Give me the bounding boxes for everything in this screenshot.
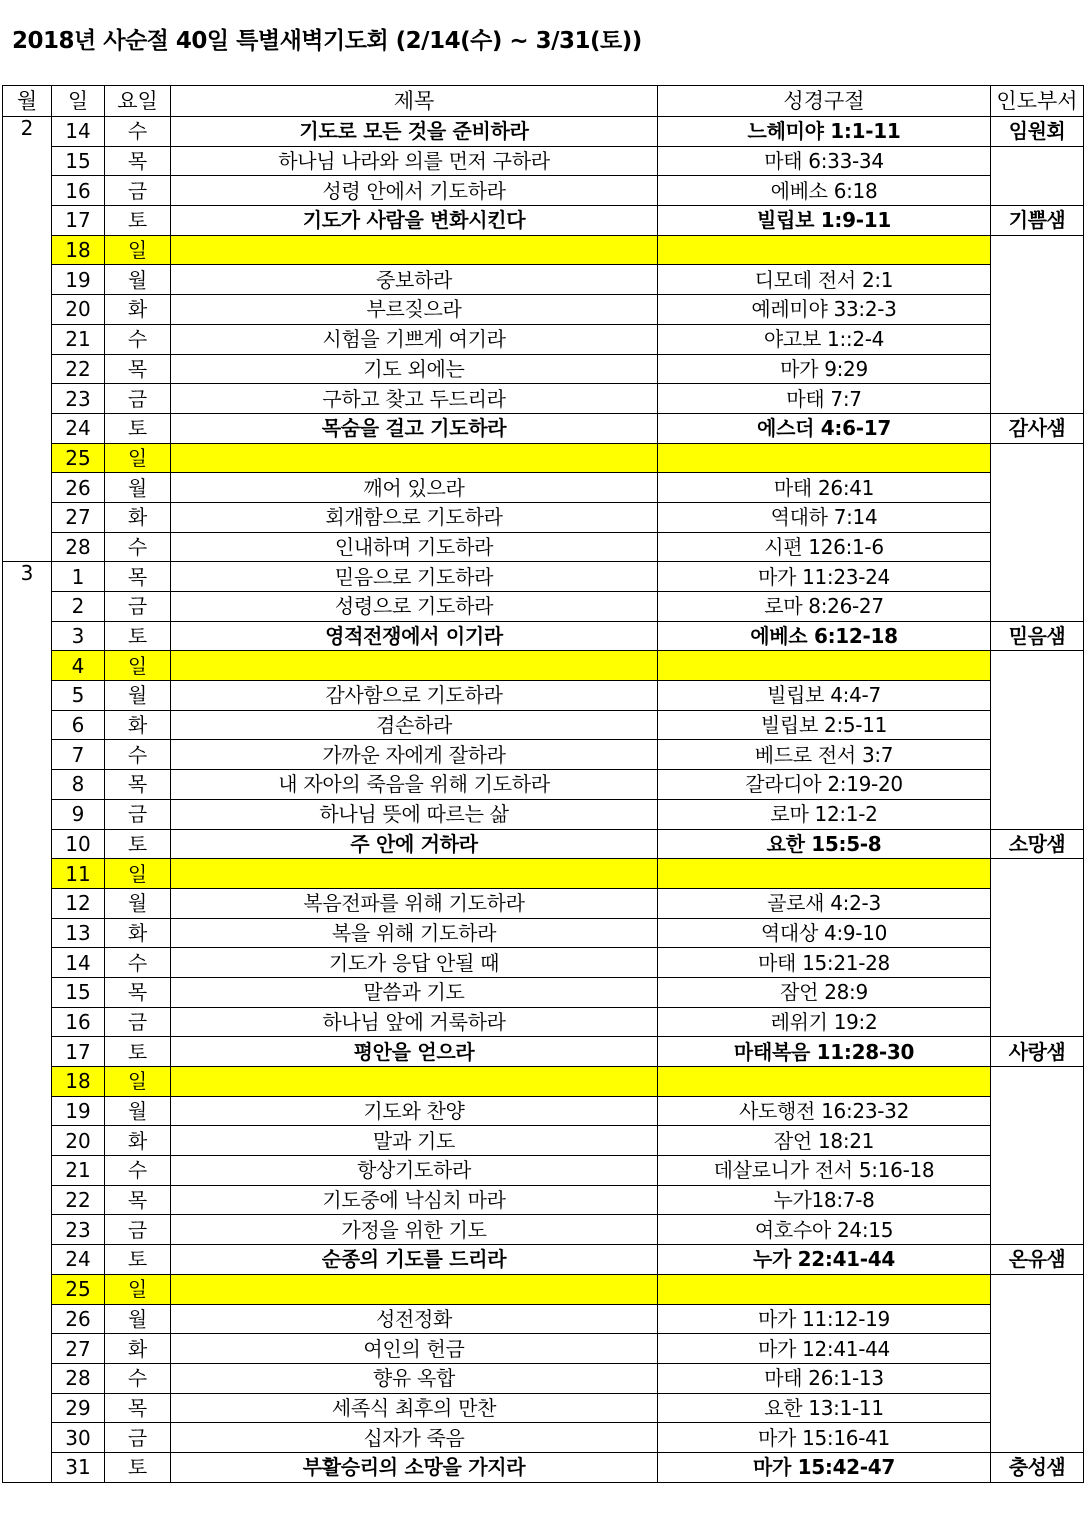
- table-row: [3, 117, 1084, 147]
- weekday-cell: 금: [105, 799, 171, 829]
- day-cell: 21: [52, 324, 105, 354]
- table-row: [3, 681, 1084, 711]
- title-cell: 세족식 최후의 만찬: [171, 1393, 658, 1423]
- table-row: [3, 1452, 1084, 1482]
- verse-cell: 레위기 19:2: [658, 1007, 991, 1037]
- verse-cell: 마태 6:33-34: [658, 146, 991, 176]
- verse-cell: 잠언 28:9: [658, 977, 991, 1007]
- day-cell: 17: [52, 1037, 105, 1067]
- day-cell: 19: [52, 265, 105, 295]
- table-row: [3, 1363, 1084, 1393]
- weekday-cell: 토: [105, 206, 171, 236]
- table-row: [3, 859, 1084, 889]
- title-cell: 기도와 찬양: [171, 1096, 658, 1126]
- table-row: [3, 413, 1084, 443]
- verse-cell: 디모데 전서 2:1: [658, 265, 991, 295]
- table-row: [3, 799, 1084, 829]
- verse-cell: 잠언 18:21: [658, 1126, 991, 1156]
- table-row: [3, 265, 1084, 295]
- title-cell: 영적전쟁에서 이기라: [171, 621, 658, 651]
- weekday-cell: 목: [105, 354, 171, 384]
- table-row: [3, 235, 1084, 265]
- weekday-cell: 화: [105, 295, 171, 325]
- verse-cell: 빌립보 4:4-7: [658, 681, 991, 711]
- verse-cell: 야고보 1::2-4: [658, 324, 991, 354]
- title-cell: 믿음으로 기도하라: [171, 562, 658, 592]
- weekday-cell: 일: [105, 443, 171, 473]
- header-row: [3, 86, 1084, 117]
- day-cell: 25: [52, 1274, 105, 1304]
- header-title: 제목: [171, 86, 658, 117]
- day-cell: 22: [52, 1185, 105, 1215]
- title-cell: 감사함으로 기도하라: [171, 681, 658, 711]
- leader-cell-empty: [991, 146, 1084, 205]
- title-cell: 시험을 기쁘게 여기라: [171, 324, 658, 354]
- day-cell: 22: [52, 354, 105, 384]
- day-cell: 26: [52, 473, 105, 503]
- title-cell: [171, 1067, 658, 1097]
- verse-cell: 느헤미야 1:1-11: [658, 117, 991, 147]
- title-cell: 하나님 앞에 거룩하라: [171, 1007, 658, 1037]
- verse-cell: 요한 13:1-11: [658, 1393, 991, 1423]
- weekday-cell: 월: [105, 1096, 171, 1126]
- day-cell: 30: [52, 1423, 105, 1453]
- table-row: [3, 888, 1084, 918]
- table-row: [3, 977, 1084, 1007]
- verse-cell: 데살로니가 전서 5:16-18: [658, 1156, 991, 1186]
- day-cell: 17: [52, 206, 105, 236]
- weekday-cell: 일: [105, 651, 171, 681]
- weekday-cell: 수: [105, 948, 171, 978]
- table-row: [3, 1215, 1084, 1245]
- weekday-cell: 금: [105, 1007, 171, 1037]
- table-row: [3, 1096, 1084, 1126]
- title-cell: [171, 859, 658, 889]
- title-cell: 내 자아의 죽음을 위해 기도하라: [171, 770, 658, 800]
- day-cell: 8: [52, 770, 105, 800]
- title-cell: 기도가 사람을 변화시킨다: [171, 206, 658, 236]
- verse-cell: 마태 7:7: [658, 384, 991, 414]
- day-cell: 27: [52, 502, 105, 532]
- weekday-cell: 수: [105, 324, 171, 354]
- day-cell: 7: [52, 740, 105, 770]
- day-cell: 24: [52, 1245, 105, 1275]
- title-cell: [171, 235, 658, 265]
- leader-cell: 소망샘: [991, 829, 1084, 859]
- verse-cell: 시편 126:1-6: [658, 532, 991, 562]
- verse-cell: [658, 235, 991, 265]
- day-cell: 14: [52, 117, 105, 147]
- title-cell: 항상기도하라: [171, 1156, 658, 1186]
- title-cell: 주 안에 거하라: [171, 829, 658, 859]
- title-cell: 여인의 헌금: [171, 1334, 658, 1364]
- leader-cell-empty: [991, 443, 1084, 621]
- table-row: [3, 1245, 1084, 1275]
- verse-cell: 역대상 4:9-10: [658, 918, 991, 948]
- verse-cell: 베드로 전서 3:7: [658, 740, 991, 770]
- weekday-cell: 월: [105, 265, 171, 295]
- title-cell: 중보하라: [171, 265, 658, 295]
- verse-cell: 마가 15:42-47: [658, 1452, 991, 1482]
- verse-cell: 골로새 4:2-3: [658, 888, 991, 918]
- day-cell: 1: [52, 562, 105, 592]
- day-cell: 23: [52, 1215, 105, 1245]
- leader-cell-empty: [991, 651, 1084, 829]
- table-row: [3, 443, 1084, 473]
- table-row: [3, 354, 1084, 384]
- weekday-cell: 화: [105, 1334, 171, 1364]
- day-cell: 9: [52, 799, 105, 829]
- verse-cell: 마가 12:41-44: [658, 1334, 991, 1364]
- title-cell: 부르짖으라: [171, 295, 658, 325]
- leader-cell: 사랑샘: [991, 1037, 1084, 1067]
- title-cell: 부활승리의 소망을 가지라: [171, 1452, 658, 1482]
- header-verse: 성경구절: [658, 86, 991, 117]
- verse-cell: 로마 8:26-27: [658, 592, 991, 622]
- weekday-cell: 토: [105, 1245, 171, 1275]
- table-row: [3, 1423, 1084, 1453]
- table-row: [3, 295, 1084, 325]
- leader-cell-empty: [991, 1067, 1084, 1245]
- table-row: [3, 770, 1084, 800]
- table-row: [3, 384, 1084, 414]
- verse-cell: 마태복음 11:28-30: [658, 1037, 991, 1067]
- table-row: [3, 473, 1084, 503]
- verse-cell: 로마 12:1-2: [658, 799, 991, 829]
- weekday-cell: 화: [105, 918, 171, 948]
- verse-cell: 마태 26:1-13: [658, 1363, 991, 1393]
- weekday-cell: 목: [105, 1185, 171, 1215]
- leader-cell: 믿음샘: [991, 621, 1084, 651]
- title-cell: 기도 외에는: [171, 354, 658, 384]
- verse-cell: [658, 443, 991, 473]
- title-cell: 성령으로 기도하라: [171, 592, 658, 622]
- page-title: 2018년 사순절 40일 특별새벽기도회 (2/14(수) ~ 3/31(토)): [12, 28, 642, 54]
- table-row: [3, 621, 1084, 651]
- title-cell: 겸손하라: [171, 710, 658, 740]
- title-cell: 성전정화: [171, 1304, 658, 1334]
- weekday-cell: 토: [105, 829, 171, 859]
- table-row: [3, 324, 1084, 354]
- table-row: [3, 1067, 1084, 1097]
- weekday-cell: 일: [105, 1067, 171, 1097]
- table-row: [3, 710, 1084, 740]
- weekday-cell: 화: [105, 502, 171, 532]
- verse-cell: [658, 859, 991, 889]
- verse-cell: 갈라디아 2:19-20: [658, 770, 991, 800]
- weekday-cell: 금: [105, 592, 171, 622]
- leader-cell-empty: [991, 859, 1084, 1037]
- verse-cell: 에베소 6:12-18: [658, 621, 991, 651]
- leader-cell: 임원회: [991, 117, 1084, 147]
- weekday-cell: 수: [105, 532, 171, 562]
- table-row: [3, 1007, 1084, 1037]
- leader-cell-empty: [991, 1274, 1084, 1452]
- title-cell: 말씀과 기도: [171, 977, 658, 1007]
- weekday-cell: 금: [105, 1215, 171, 1245]
- title-cell: 복음전파를 위해 기도하라: [171, 888, 658, 918]
- day-cell: 15: [52, 146, 105, 176]
- schedule-table: [2, 85, 1084, 1483]
- weekday-cell: 월: [105, 473, 171, 503]
- weekday-cell: 목: [105, 770, 171, 800]
- day-cell: 25: [52, 443, 105, 473]
- weekday-cell: 수: [105, 1156, 171, 1186]
- table-row: [3, 502, 1084, 532]
- table-row: [3, 829, 1084, 859]
- weekday-cell: 수: [105, 117, 171, 147]
- header-day: 일: [52, 86, 105, 117]
- table-row: [3, 1185, 1084, 1215]
- table-row: [3, 1126, 1084, 1156]
- title-cell: 기도중에 낙심치 마라: [171, 1185, 658, 1215]
- verse-cell: 요한 15:5-8: [658, 829, 991, 859]
- verse-cell: 마태 26:41: [658, 473, 991, 503]
- title-cell: 하나님 뜻에 따르는 삶: [171, 799, 658, 829]
- weekday-cell: 목: [105, 146, 171, 176]
- weekday-cell: 월: [105, 681, 171, 711]
- title-cell: 향유 옥합: [171, 1363, 658, 1393]
- day-cell: 10: [52, 829, 105, 859]
- weekday-cell: 월: [105, 888, 171, 918]
- weekday-cell: 토: [105, 621, 171, 651]
- leader-cell: 감사샘: [991, 413, 1084, 443]
- verse-cell: 에스더 4:6-17: [658, 413, 991, 443]
- table-row: [3, 1393, 1084, 1423]
- day-cell: 31: [52, 1452, 105, 1482]
- weekday-cell: 토: [105, 413, 171, 443]
- title-cell: 말과 기도: [171, 1126, 658, 1156]
- weekday-cell: 토: [105, 1037, 171, 1067]
- weekday-cell: 목: [105, 562, 171, 592]
- month-cell: 3: [3, 562, 52, 1482]
- weekday-cell: 월: [105, 1304, 171, 1334]
- title-cell: 하나님 나라와 의를 먼저 구하라: [171, 146, 658, 176]
- day-cell: 15: [52, 977, 105, 1007]
- verse-cell: 마가 15:16-41: [658, 1423, 991, 1453]
- title-cell: [171, 651, 658, 681]
- title-cell: 목숨을 걸고 기도하라: [171, 413, 658, 443]
- day-cell: 21: [52, 1156, 105, 1186]
- day-cell: 11: [52, 859, 105, 889]
- schedule-body: [3, 117, 1084, 1483]
- weekday-cell: 일: [105, 1274, 171, 1304]
- day-cell: 18: [52, 235, 105, 265]
- verse-cell: 역대하 7:14: [658, 502, 991, 532]
- header-leader: 인도부서: [991, 86, 1084, 117]
- day-cell: 20: [52, 295, 105, 325]
- month-cell: 2: [3, 117, 52, 562]
- weekday-cell: 일: [105, 859, 171, 889]
- header-month: 월: [3, 86, 52, 117]
- verse-cell: 빌립보 1:9-11: [658, 206, 991, 236]
- verse-cell: 여호수아 24:15: [658, 1215, 991, 1245]
- title-cell: 가까운 자에게 잘하라: [171, 740, 658, 770]
- weekday-cell: 목: [105, 1393, 171, 1423]
- title-cell: 인내하며 기도하라: [171, 532, 658, 562]
- verse-cell: 예레미야 33:2-3: [658, 295, 991, 325]
- weekday-cell: 일: [105, 235, 171, 265]
- day-cell: 16: [52, 176, 105, 206]
- verse-cell: 마가 11:12-19: [658, 1304, 991, 1334]
- table-row: [3, 562, 1084, 592]
- verse-cell: 누가18:7-8: [658, 1185, 991, 1215]
- header-weekday: 요일: [105, 86, 171, 117]
- title-cell: 회개함으로 기도하라: [171, 502, 658, 532]
- verse-cell: 마가 9:29: [658, 354, 991, 384]
- title-cell: 구하고 찾고 두드리라: [171, 384, 658, 414]
- title-cell: 순종의 기도를 드리라: [171, 1245, 658, 1275]
- table-row: [3, 918, 1084, 948]
- day-cell: 28: [52, 532, 105, 562]
- weekday-cell: 화: [105, 1126, 171, 1156]
- table-row: [3, 1037, 1084, 1067]
- day-cell: 6: [52, 710, 105, 740]
- verse-cell: 에베소 6:18: [658, 176, 991, 206]
- verse-cell: 빌립보 2:5-11: [658, 710, 991, 740]
- title-cell: 깨어 있으라: [171, 473, 658, 503]
- leader-cell: 온유샘: [991, 1245, 1084, 1275]
- title-cell: [171, 1274, 658, 1304]
- day-cell: 3: [52, 621, 105, 651]
- verse-cell: [658, 651, 991, 681]
- verse-cell: 사도행전 16:23-32: [658, 1096, 991, 1126]
- day-cell: 28: [52, 1363, 105, 1393]
- day-cell: 16: [52, 1007, 105, 1037]
- title-cell: 십자가 죽음: [171, 1423, 658, 1453]
- weekday-cell: 금: [105, 1423, 171, 1453]
- table-row: [3, 146, 1084, 176]
- weekday-cell: 금: [105, 176, 171, 206]
- weekday-cell: 수: [105, 1363, 171, 1393]
- table-row: [3, 532, 1084, 562]
- day-cell: 13: [52, 918, 105, 948]
- day-cell: 19: [52, 1096, 105, 1126]
- day-cell: 18: [52, 1067, 105, 1097]
- leader-cell-empty: [991, 235, 1084, 413]
- title-cell: 기도가 응답 안될 때: [171, 948, 658, 978]
- table-row: [3, 740, 1084, 770]
- verse-cell: 누가 22:41-44: [658, 1245, 991, 1275]
- day-cell: 27: [52, 1334, 105, 1364]
- title-cell: 복을 위해 기도하라: [171, 918, 658, 948]
- weekday-cell: 금: [105, 384, 171, 414]
- weekday-cell: 화: [105, 710, 171, 740]
- table-row: [3, 948, 1084, 978]
- leader-cell: 충성샘: [991, 1452, 1084, 1482]
- title-cell: 가정을 위한 기도: [171, 1215, 658, 1245]
- day-cell: 20: [52, 1126, 105, 1156]
- weekday-cell: 토: [105, 1452, 171, 1482]
- day-cell: 12: [52, 888, 105, 918]
- table-row: [3, 1274, 1084, 1304]
- day-cell: 4: [52, 651, 105, 681]
- table-row: [3, 592, 1084, 622]
- title-cell: 성령 안에서 기도하라: [171, 176, 658, 206]
- table-row: [3, 176, 1084, 206]
- table-row: [3, 1334, 1084, 1364]
- day-cell: 14: [52, 948, 105, 978]
- day-cell: 23: [52, 384, 105, 414]
- weekday-cell: 목: [105, 977, 171, 1007]
- day-cell: 26: [52, 1304, 105, 1334]
- weekday-cell: 수: [105, 740, 171, 770]
- verse-cell: 마가 11:23-24: [658, 562, 991, 592]
- title-cell: 기도로 모든 것을 준비하라: [171, 117, 658, 147]
- verse-cell: 마태 15:21-28: [658, 948, 991, 978]
- verse-cell: [658, 1274, 991, 1304]
- day-cell: 5: [52, 681, 105, 711]
- day-cell: 2: [52, 592, 105, 622]
- table-row: [3, 206, 1084, 236]
- table-row: [3, 1156, 1084, 1186]
- table-row: [3, 1304, 1084, 1334]
- leader-cell: 기쁨샘: [991, 206, 1084, 236]
- title-cell: [171, 443, 658, 473]
- title-cell: 평안을 얻으라: [171, 1037, 658, 1067]
- day-cell: 24: [52, 413, 105, 443]
- day-cell: 29: [52, 1393, 105, 1423]
- table-row: [3, 651, 1084, 681]
- verse-cell: [658, 1067, 991, 1097]
